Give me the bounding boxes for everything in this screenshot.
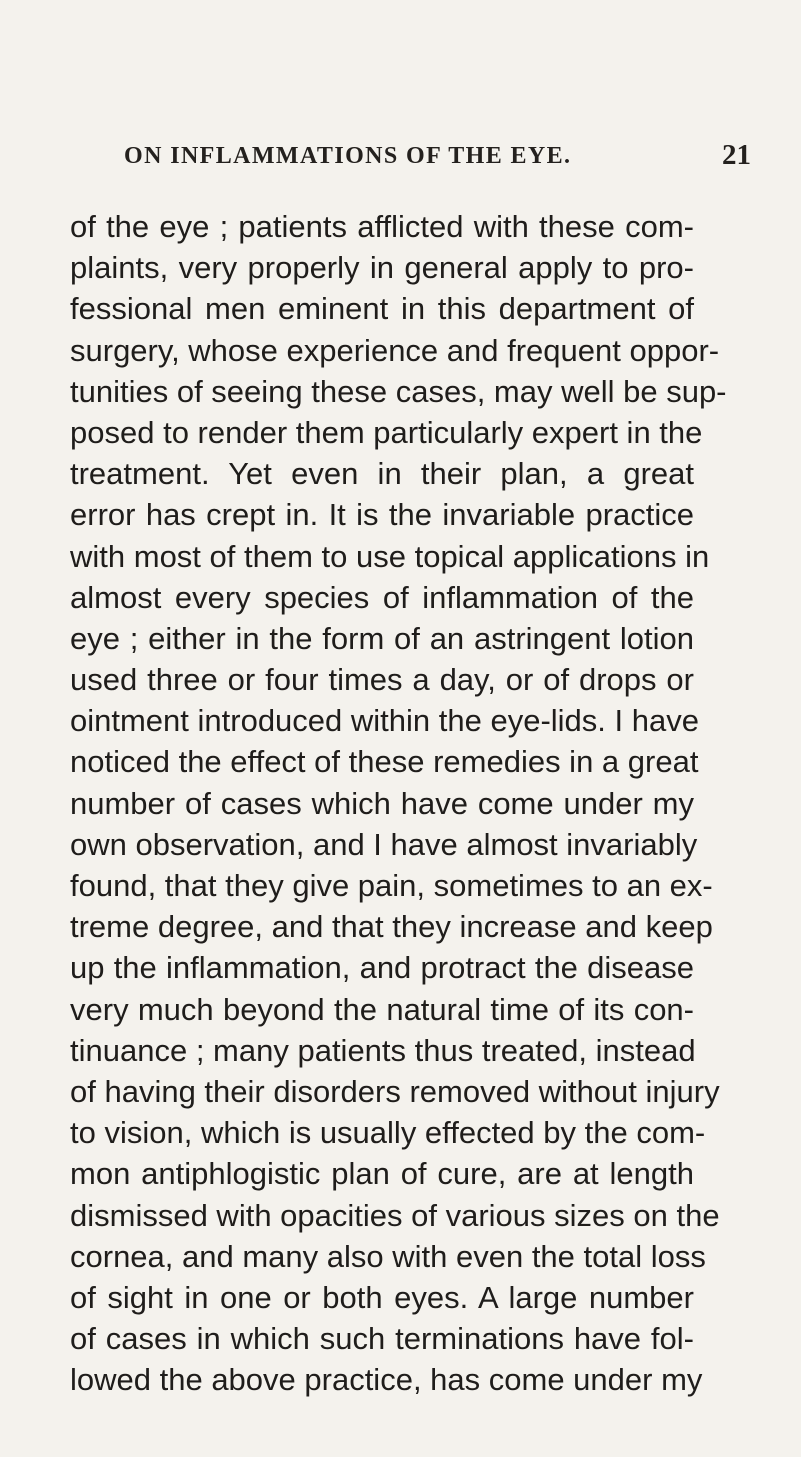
text-line: tinuance ; many patients thus treated, instead <box>70 1032 696 1068</box>
text-line: treme degree, and that they increase and keep <box>70 909 713 945</box>
text-line: mon antiphlogistic plan of cure, are at length <box>70 1156 694 1192</box>
text-line: treatment. Yet even in their plan, a great <box>70 456 694 492</box>
running-head <box>0 139 801 183</box>
text-line: surgery, whose experience and frequent oppor- <box>70 332 720 368</box>
text-line: error has crept in. It is the invariable practice <box>70 497 694 533</box>
text-line: very much beyond the natural time of its con- <box>70 991 694 1027</box>
text-line: noticed the effect of these remedies in a great <box>70 744 699 780</box>
text-line: of sight in one or both eyes. A large number <box>70 1279 694 1315</box>
text-line: used three or four times a day, or of drops or <box>70 662 694 698</box>
text-line: plaints, very properly in general apply to pro- <box>70 250 694 286</box>
page-number: 21 <box>722 139 751 171</box>
text-line: up the inflammation, and protract the disease <box>70 950 694 986</box>
text-line: to vision, which is usually effected by the com- <box>70 1115 706 1151</box>
text-line: lowed the above practice, has come under my <box>70 1362 703 1398</box>
text-line: dismissed with opacities of various sizes on the <box>70 1197 720 1233</box>
text-line: almost every species of inflammation of the <box>70 579 694 615</box>
text-line: found, that they give pain, sometimes to an ex- <box>70 868 713 903</box>
text-line: ointment introduced within the eye-lids. I have <box>70 703 699 739</box>
text-line: posed to render them particularly expert in the <box>70 414 703 450</box>
text-line: with most of them to use topical applications in <box>70 538 710 574</box>
text-line: eye ; either in the form of an astringent lotion <box>70 620 694 656</box>
body-text <box>70 206 727 1400</box>
running-title: ON INFLAMMATIONS OF THE EYE. <box>124 143 572 169</box>
text-line: of having their disorders removed without injury <box>70 1073 720 1109</box>
text-line: number of cases which have come under my <box>70 785 694 821</box>
text-line: own observation, and I have almost invariably <box>70 826 698 862</box>
text-line: fessional men eminent in this department of <box>70 291 694 327</box>
text-line: of cases in which such terminations have fol- <box>70 1321 694 1357</box>
text-line: cornea, and many also with even the total loss <box>70 1238 706 1274</box>
text-line: tunities of seeing these cases, may well be sup- <box>70 373 727 409</box>
text-line: of the eye ; patients afflicted with these com- <box>70 209 694 244</box>
